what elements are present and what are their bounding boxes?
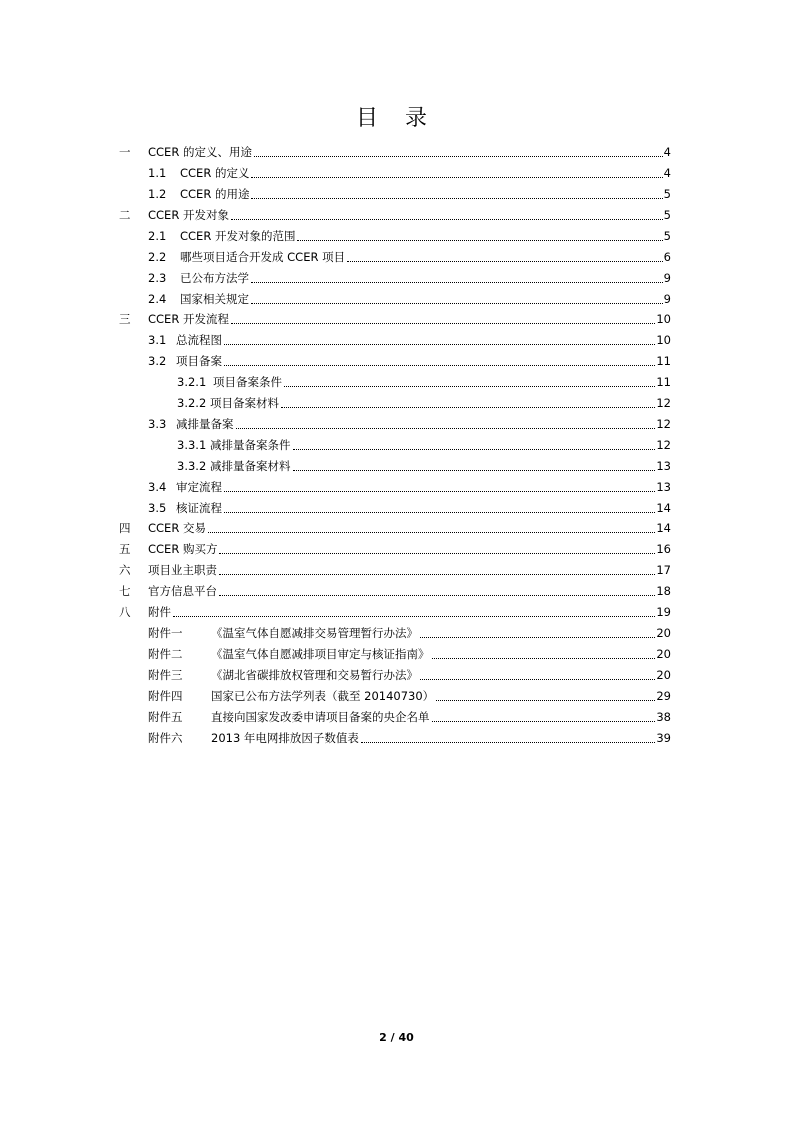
toc-leader-dots: [293, 447, 656, 450]
toc-entry-appendix-6[interactable]: [148, 726, 671, 746]
toc-entry-label: CCER 交易: [148, 521, 206, 535]
toc-entry-number: 三: [119, 312, 131, 326]
toc-entry-page: 18: [656, 584, 671, 598]
toc-leader-dots: [436, 698, 655, 701]
toc-entry-3-3[interactable]: [148, 412, 671, 432]
toc-entry-label: 项目备案条件: [213, 375, 282, 389]
toc-entry-3-2-1[interactable]: [177, 370, 671, 390]
toc-entry-page: 6: [663, 250, 671, 264]
toc-leader-dots: [297, 238, 662, 241]
toc-entry-label: CCER 的用途: [180, 187, 250, 201]
toc-leader-dots: [254, 154, 663, 157]
toc-leader-dots: [173, 614, 655, 617]
toc-leader-dots: [281, 405, 655, 408]
toc-entry-3-1[interactable]: [148, 328, 671, 348]
toc-entry-number: 3.5: [148, 501, 167, 515]
toc-leader-dots: [432, 656, 656, 659]
toc-leader-dots: [224, 342, 655, 345]
toc-entry-2[interactable]: [119, 203, 671, 223]
toc-entry-label: 已公布方法学: [180, 271, 249, 285]
toc-entry-page: 20: [656, 668, 671, 682]
toc-entry-number: 一: [119, 145, 131, 159]
toc-entry-3-2-2[interactable]: [177, 391, 671, 411]
toc-entry-page: 14: [656, 501, 671, 515]
toc-leader-dots: [224, 363, 655, 366]
toc-entry-page: 9: [663, 271, 671, 285]
toc-entry-page: 4: [663, 145, 671, 159]
toc-leader-dots: [347, 259, 663, 262]
toc-leader-dots: [420, 635, 655, 638]
toc-entry-number: 3.3.2: [177, 459, 207, 473]
toc-entry-label: 直接向国家发改委申请项目备案的央企名单: [211, 710, 430, 724]
toc-entry-label: CCER 的定义、用途: [148, 145, 252, 159]
toc-leader-dots: [361, 740, 655, 743]
toc-leader-dots: [251, 175, 662, 178]
toc-entry-label: 审定流程: [176, 480, 222, 494]
toc-entry-label: CCER 购买方: [148, 542, 218, 556]
toc-entry-label: CCER 开发对象的范围: [180, 229, 296, 243]
toc-leader-dots: [251, 280, 663, 283]
toc-entry-label: 项目备案: [176, 354, 222, 368]
toc-entry-number: 3.1: [148, 333, 167, 347]
toc-leader-dots: [219, 593, 655, 596]
toc-entry-page: 38: [656, 710, 671, 724]
toc-entry-page: 9: [663, 292, 671, 306]
toc-entry-number: 3.2.2: [177, 396, 207, 410]
toc-entry-page: 13: [656, 480, 671, 494]
toc-entry-5[interactable]: [119, 537, 671, 557]
toc-entry-number: 2.4: [148, 292, 167, 306]
toc-entry-page: 11: [656, 354, 671, 368]
toc-entry-appendix-4[interactable]: [148, 684, 671, 704]
toc-leader-dots: [219, 551, 655, 554]
toc-entry-number: 2.2: [148, 250, 167, 264]
toc-entry-label: 项目业主职责: [148, 563, 217, 577]
toc-entry-label: 哪些项目适合开发成 CCER 项目: [180, 250, 346, 264]
toc-entry-label: 减排量备案条件: [210, 438, 291, 452]
toc-entry-number: 附件五: [148, 710, 183, 724]
toc-entry-page: 5: [663, 187, 671, 201]
toc-leader-dots: [293, 468, 656, 471]
toc-entry-number: 2.1: [148, 229, 167, 243]
toc-entry-page: 20: [656, 626, 671, 640]
toc-entry-page: 20: [656, 647, 671, 661]
toc-leader-dots: [224, 489, 655, 492]
toc-entry-label: CCER 开发对象: [148, 208, 229, 222]
toc-entry-3-2[interactable]: [148, 349, 671, 369]
toc-entry-label: 国家已公布方法学列表（截至 20140730）: [211, 689, 435, 703]
toc-entry-label: 减排量备案材料: [210, 459, 291, 473]
toc-entry-1-1[interactable]: [148, 161, 671, 181]
toc-entry-label: 国家相关规定: [180, 292, 249, 306]
toc-entry-2-4[interactable]: [148, 287, 671, 307]
toc-entry-3[interactable]: [119, 307, 671, 327]
toc-entry-appendix-1[interactable]: [148, 621, 671, 641]
toc-entry-number: 附件二: [148, 647, 183, 661]
toc-leader-dots: [432, 719, 656, 722]
toc-entry-label: CCER 开发流程: [148, 312, 229, 326]
toc-entry-page: 17: [656, 563, 671, 577]
toc-entry-label: CCER 的定义: [180, 166, 250, 180]
toc-entry-number: 六: [119, 563, 131, 577]
toc-entry-page: 16: [656, 542, 671, 556]
toc-entry-label: 减排量备案: [176, 417, 234, 431]
toc-leader-dots: [251, 196, 662, 199]
toc-entry-number: 3.2.1: [177, 375, 207, 389]
toc-entry-page: 12: [656, 438, 671, 452]
toc-entry-number: 附件三: [148, 668, 183, 682]
toc-entry-label: 官方信息平台: [148, 584, 217, 598]
toc-entry-label: 《温室气体自愿减排项目审定与核证指南》: [211, 647, 430, 661]
toc-leader-dots: [219, 572, 655, 575]
toc-entry-number: 3.3.1: [177, 438, 207, 452]
toc-leader-dots: [284, 384, 655, 387]
toc-leader-dots: [231, 321, 655, 324]
toc-entry-label: 总流程图: [176, 333, 222, 347]
toc-entry-number: 八: [119, 605, 131, 619]
toc-entry-number: 3.2: [148, 354, 167, 368]
toc-entry-page: 5: [663, 208, 671, 222]
toc-entry-page: 11: [656, 375, 671, 389]
toc-entry-number: 3.3: [148, 417, 167, 431]
toc-leader-dots: [224, 510, 655, 513]
toc-entry-appendix-2[interactable]: [148, 642, 671, 662]
toc-leader-dots: [420, 677, 655, 680]
toc-entry-number: 五: [119, 542, 131, 556]
toc-entry-appendix-5[interactable]: [148, 705, 671, 725]
toc-entry-number: 附件六: [148, 731, 183, 745]
toc-entry-1[interactable]: [119, 140, 671, 160]
toc-entry-number: 1.1: [148, 166, 167, 180]
toc-entry-page: 29: [656, 689, 671, 703]
toc-entry-page: 13: [656, 459, 671, 473]
toc-entry-number: 七: [119, 584, 131, 598]
toc-entry-2-1[interactable]: [148, 224, 671, 244]
page-number-footer: 2 / 40: [379, 1031, 414, 1044]
toc-entry-2-3[interactable]: [148, 266, 671, 286]
toc-entry-page: 10: [656, 333, 671, 347]
toc-entry-3-3-1[interactable]: [177, 433, 671, 453]
toc-leader-dots: [231, 217, 663, 220]
toc-entry-3-3-2[interactable]: [177, 454, 671, 474]
toc-entry-number: 附件一: [148, 626, 183, 640]
toc-entry-4[interactable]: [119, 516, 671, 536]
toc-entry-number: 二: [119, 208, 131, 222]
toc-entry-page: 14: [656, 521, 671, 535]
toc-entry-6[interactable]: [119, 558, 671, 578]
toc-leader-dots: [208, 530, 655, 533]
toc-entry-label: 2013 年电网排放因子数值表: [211, 731, 359, 745]
toc-entry-8[interactable]: [119, 600, 671, 620]
toc-entry-number: 附件四: [148, 689, 183, 703]
toc-entry-label: 项目备案材料: [210, 396, 279, 410]
toc-entry-page: 5: [663, 229, 671, 243]
toc-entry-label: 《湖北省碳排放权管理和交易暂行办法》: [211, 668, 418, 682]
toc-entry-2-2[interactable]: [148, 245, 671, 265]
toc-entry-1-2[interactable]: [148, 182, 671, 202]
toc-entry-page: 39: [656, 731, 671, 745]
toc-entry-page: 12: [656, 417, 671, 431]
toc-entry-label: 核证流程: [176, 501, 222, 515]
toc-entry-page: 12: [656, 396, 671, 410]
toc-entry-7[interactable]: [119, 579, 671, 599]
toc-entry-label: 附件: [148, 605, 171, 619]
document-title: 目 录: [356, 106, 437, 131]
toc-entry-page: 10: [656, 312, 671, 326]
toc-entry-appendix-3[interactable]: [148, 663, 671, 683]
toc-entry-number: 3.4: [148, 480, 167, 494]
toc-entry-number: 1.2: [148, 187, 167, 201]
toc-entry-number: 2.3: [148, 271, 167, 285]
toc-entry-number: 四: [119, 521, 131, 535]
toc-entry-3-4[interactable]: [148, 475, 671, 495]
toc-leader-dots: [251, 301, 663, 304]
toc-entry-page: 4: [663, 166, 671, 180]
toc-leader-dots: [236, 426, 656, 429]
toc-entry-3-5[interactable]: [148, 496, 671, 516]
toc-entry-label: 《温室气体自愿减排交易管理暂行办法》: [211, 626, 418, 640]
toc-entry-page: 19: [656, 605, 671, 619]
